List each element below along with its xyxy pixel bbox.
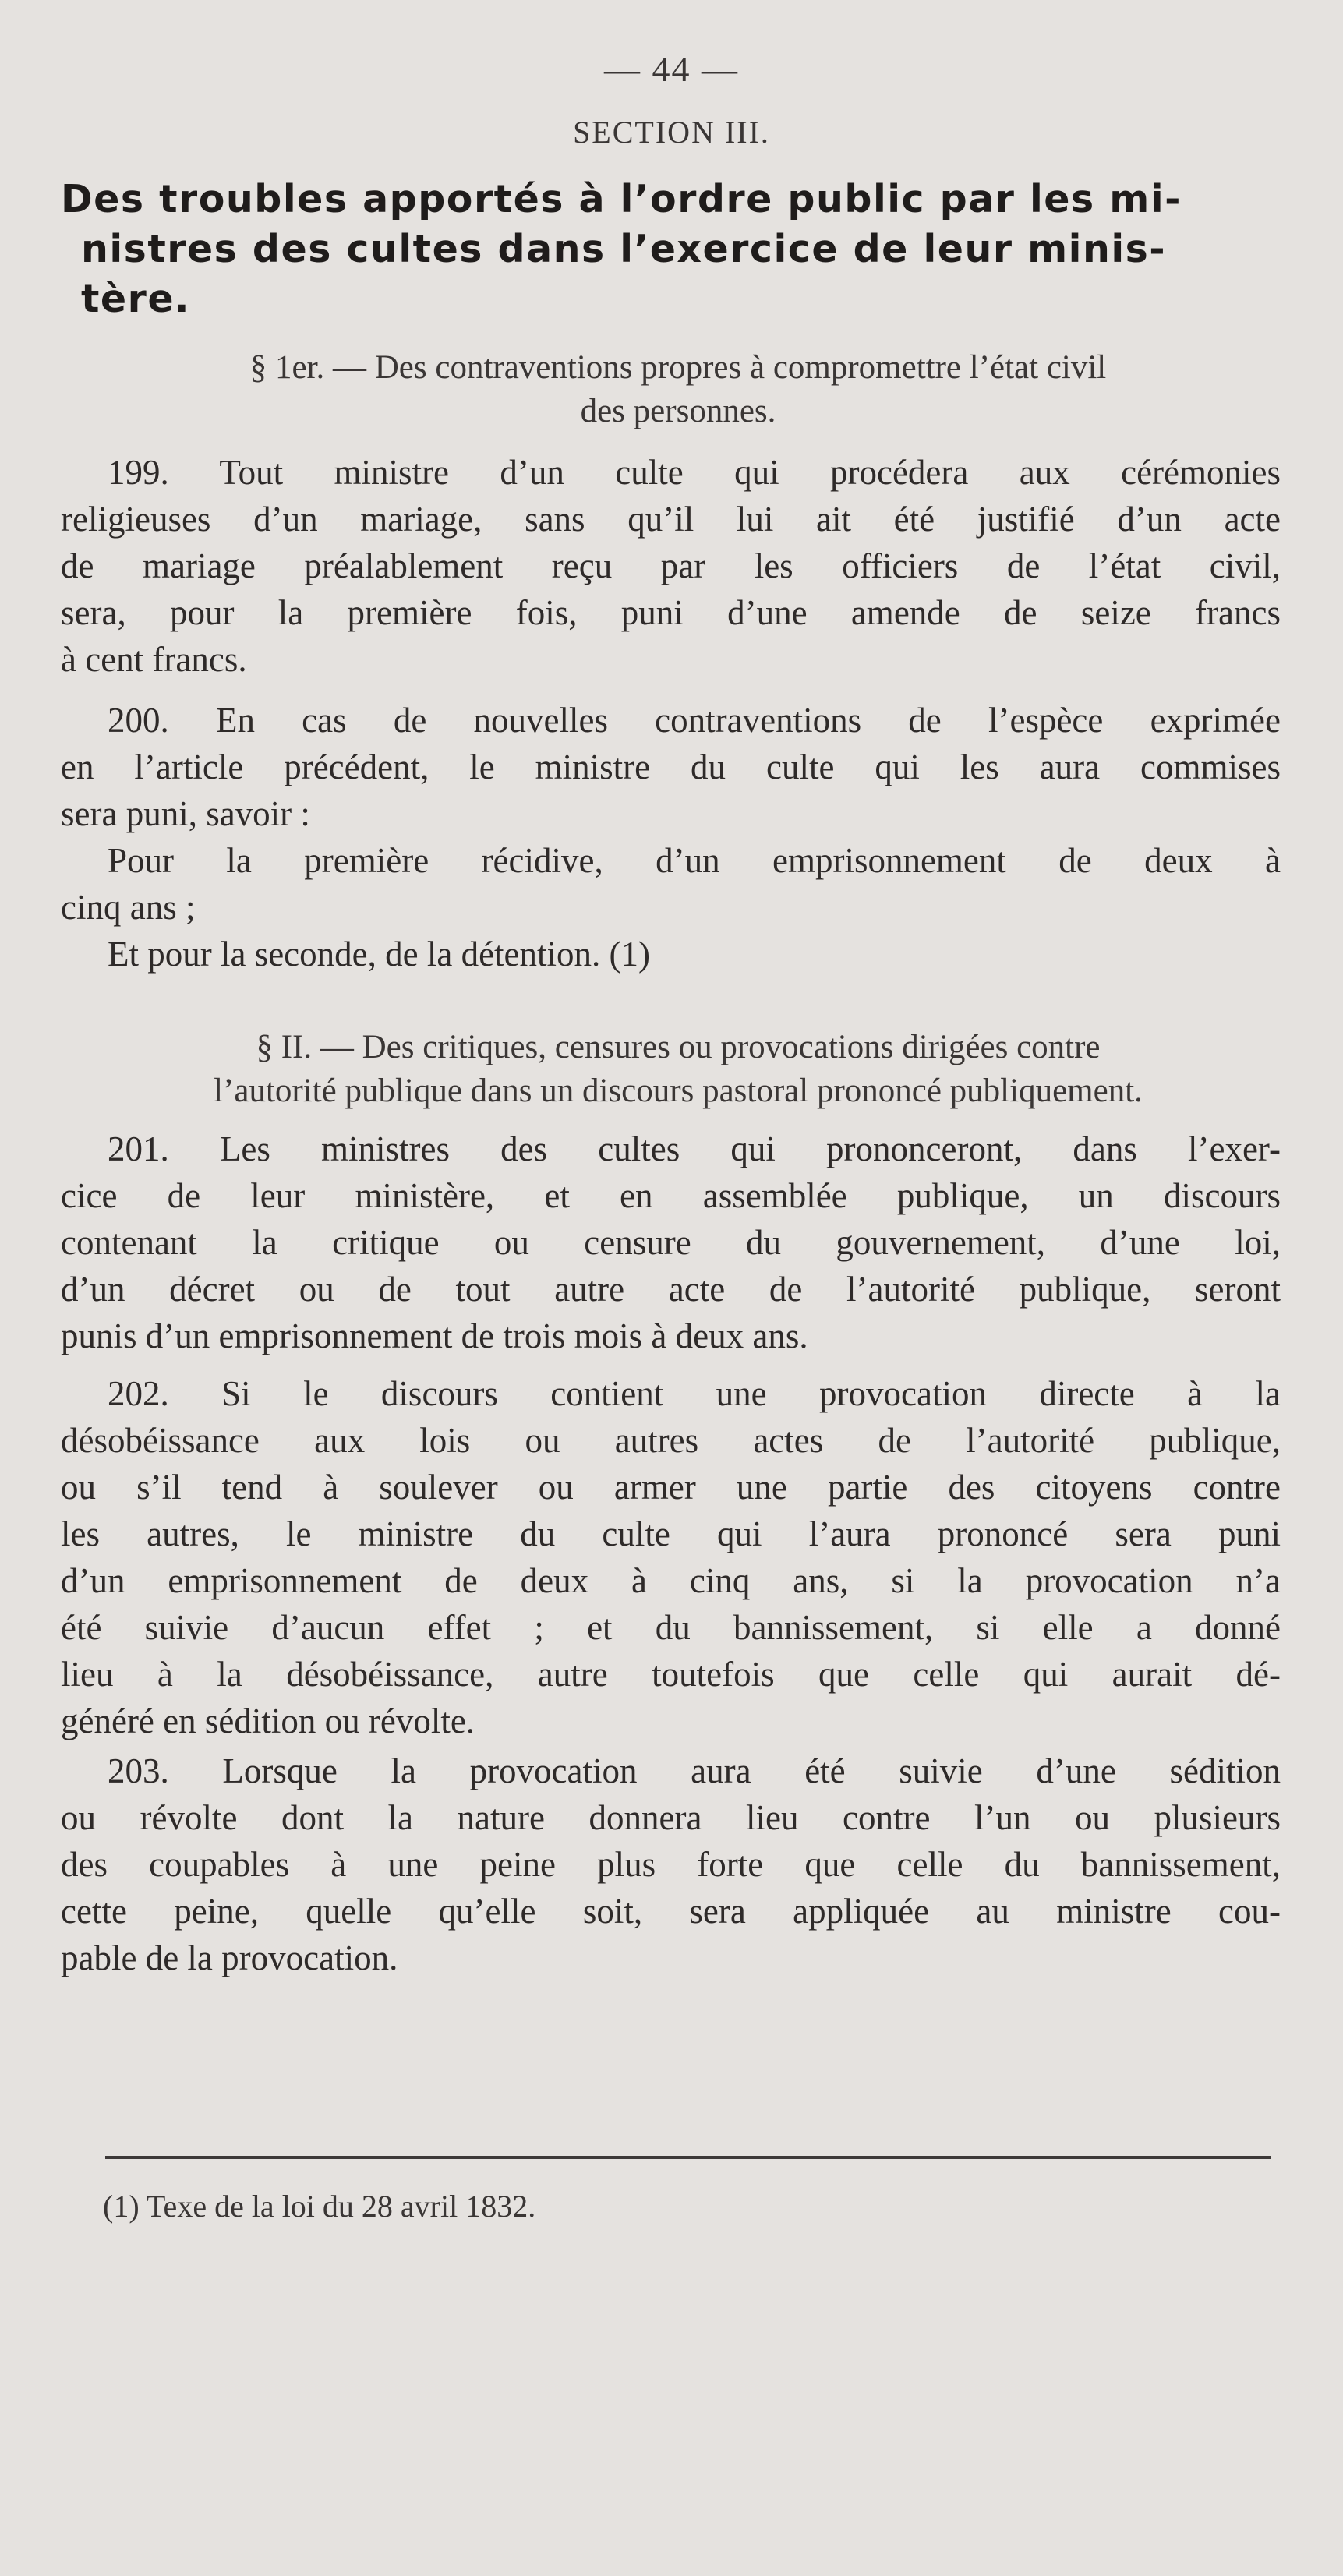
section-heading: SECTION III. bbox=[573, 115, 770, 150]
paragraph-line: sera, pour la première fois, puni d’une amende de seize francs bbox=[61, 593, 1281, 632]
section-title bbox=[61, 175, 1281, 324]
subsection-heading-1 bbox=[94, 346, 1263, 433]
paragraph-line: des coupables à une peine plus forte que celle du bannissement, bbox=[61, 1845, 1281, 1884]
paragraph-line: religieuses d’un mariage, sans qu’il lui ait été justifié d’un acte bbox=[61, 500, 1281, 539]
paragraph-line: 202. Si le discours contient une provocation directe à la bbox=[108, 1374, 1281, 1413]
paragraph-line: été suivie d’aucun effet ; et du bannissement, si elle a donné bbox=[61, 1608, 1281, 1647]
paragraph-line: lieu à la désobéissance, autre toutefois que celle qui aurait dé- bbox=[61, 1655, 1281, 1694]
article-203 bbox=[61, 1747, 1281, 1981]
subsection-line: l’autorité publique dans un discours pastoral prononcé publiquement. bbox=[214, 1072, 1143, 1109]
article-201 bbox=[61, 1125, 1281, 1359]
page-number: — 44 — bbox=[604, 49, 739, 89]
article-200 bbox=[61, 697, 1281, 837]
paragraph-line: sera puni, savoir : bbox=[61, 794, 310, 833]
subsection-line: § II. — Des critiques, censures ou provocations dirigées contre bbox=[256, 1029, 1101, 1065]
title-line: tère. bbox=[81, 277, 191, 321]
paragraph-line: désobéissance aux lois ou autres actes de l’autorité publique, bbox=[61, 1421, 1281, 1460]
paragraph-line: punis d’un emprisonnement de trois mois à deux ans. bbox=[61, 1316, 808, 1355]
paragraph-line: contenant la critique ou censure du gouvernement, d’une loi, bbox=[61, 1223, 1281, 1262]
paragraph-line: les autres, le ministre du culte qui l’aura prononcé sera puni bbox=[61, 1514, 1281, 1553]
paragraph-line: ou s’il tend à soulever ou armer une partie des citoyens contre bbox=[61, 1468, 1281, 1507]
paragraph-line: cette peine, quelle qu’elle soit, sera appliquée au ministre cou- bbox=[61, 1892, 1281, 1931]
paragraph-line: pable de la provocation. bbox=[61, 1938, 398, 1977]
footnote-divider bbox=[105, 2156, 1271, 2159]
paragraph-line: d’un décret ou de tout autre acte de l’autorité publique, seront bbox=[61, 1270, 1281, 1309]
paragraph-line: d’un emprisonnement de deux à cinq ans, si la provocation n’a bbox=[61, 1561, 1281, 1600]
paragraph-line: généré en sédition ou révolte. bbox=[61, 1701, 475, 1740]
title-line: Des troubles apportés à l’ordre public par les mi- bbox=[61, 177, 1182, 221]
paragraph-line: 201. Les ministres des cultes qui prononceront, dans l’exer- bbox=[108, 1129, 1281, 1168]
subsection-line: § 1er. — Des contraventions propres à compromettre l’état civil bbox=[249, 349, 1107, 386]
subsection-line: des personnes. bbox=[580, 393, 776, 429]
paragraph-line: 199. Tout ministre d’un culte qui procédera aux cérémonies bbox=[108, 453, 1281, 492]
article-200-second-recidive bbox=[61, 931, 1281, 977]
paragraph-line: de mariage préalablement reçu par les officiers de l’état civil, bbox=[61, 546, 1281, 585]
footnote: (1) Texe de la loi du 28 avril 1832. bbox=[103, 2189, 536, 2224]
article-200-first-recidive bbox=[61, 837, 1281, 931]
paragraph-line: en l’article précédent, le ministre du culte qui les aura commises bbox=[61, 747, 1281, 786]
subsection-heading-2 bbox=[94, 1026, 1263, 1113]
paragraph-line: 203. Lorsque la provocation aura été suivie d’une sédition bbox=[108, 1751, 1281, 1790]
paragraph-line: Et pour la seconde, de la détention. (1) bbox=[108, 935, 651, 974]
article-199 bbox=[61, 449, 1281, 683]
paragraph-line: à cent francs. bbox=[61, 640, 247, 679]
paragraph-line: Pour la première récidive, d’un emprisonnement de deux à bbox=[108, 841, 1281, 880]
paragraph-line: cinq ans ; bbox=[61, 888, 196, 927]
paragraph-line: cice de leur ministère, et en assemblée publique, un discours bbox=[61, 1176, 1281, 1215]
article-202 bbox=[61, 1370, 1281, 1744]
title-line: nistres des cultes dans l’exercice de leur minis- bbox=[81, 227, 1167, 271]
paragraph-line: ou révolte dont la nature donnera lieu contre l’un ou plusieurs bbox=[61, 1798, 1281, 1837]
paragraph-line: 200. En cas de nouvelles contraventions de l’espèce exprimée bbox=[108, 701, 1281, 740]
